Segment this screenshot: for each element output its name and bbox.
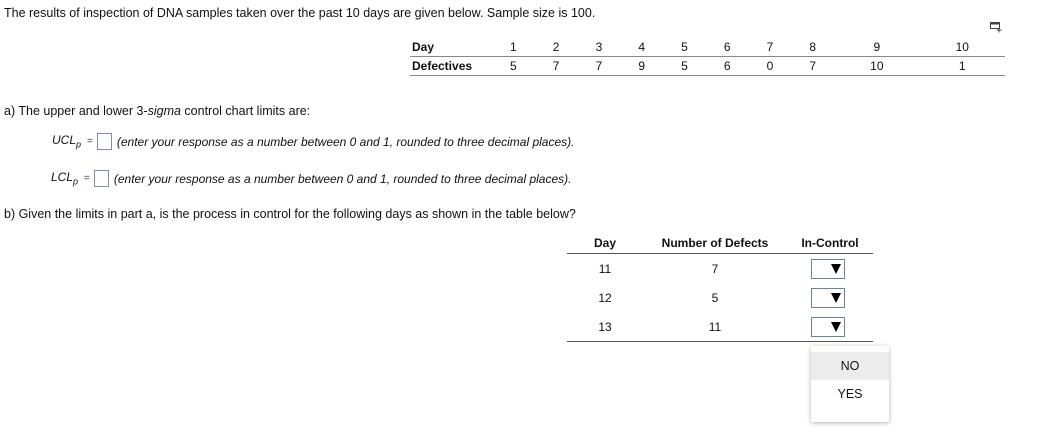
defectives-cell: 7 bbox=[578, 57, 621, 76]
defectives-row bbox=[410, 57, 1005, 76]
day-cell: 3 bbox=[578, 38, 621, 57]
in-control-select[interactable] bbox=[811, 317, 845, 337]
day-cell: 2 bbox=[535, 38, 578, 57]
in-control-select[interactable] bbox=[811, 259, 845, 279]
part-a-question-sigma: sigma bbox=[147, 104, 181, 118]
day-cell: 9 bbox=[834, 38, 919, 57]
defectives-table bbox=[410, 38, 1005, 76]
part-b-question: b) Given the limits in part a, is the process in control for the following days as shown in the table below? bbox=[4, 207, 576, 221]
lcl-label: $LCL_p$ bbox=[51, 170, 79, 187]
day-column-header: Day bbox=[567, 233, 643, 254]
lcl-hint: (enter your response as a number between 0 and 1, rounded to three decimal places). bbox=[113, 171, 572, 186]
defectives-cell: 7 bbox=[535, 57, 578, 76]
day-cell: 1 bbox=[492, 38, 535, 57]
day-cell: 10 bbox=[920, 38, 1005, 57]
ucl-hint: (enter your response as a number between 0 and 1, rounded to three decimal places). bbox=[116, 134, 575, 149]
day-header: Day bbox=[410, 38, 492, 57]
lcl-row bbox=[51, 170, 571, 187]
part-a-question bbox=[4, 104, 310, 118]
table-row bbox=[567, 283, 873, 312]
ucl-label: $UCL_p$ bbox=[52, 133, 82, 150]
lcl-input[interactable] bbox=[94, 170, 109, 187]
part-a-question-pre: a) The upper and lower 3- bbox=[4, 104, 148, 118]
ucl-equals: = bbox=[87, 136, 93, 147]
defectives-cell: 5 bbox=[663, 57, 706, 76]
day-cell: 6 bbox=[706, 38, 749, 57]
table-row bbox=[567, 254, 873, 284]
part-a-question-post: control chart limits are: bbox=[180, 104, 311, 118]
day-cell: 8 bbox=[791, 38, 834, 57]
dropdown-arrow-icon bbox=[831, 322, 841, 332]
control-table-header bbox=[567, 233, 873, 254]
defectives-cell: 0 bbox=[749, 57, 792, 76]
in-control-column-header: In-Control bbox=[787, 233, 873, 254]
table-row bbox=[567, 312, 873, 342]
defectives-header: Defectives bbox=[410, 57, 492, 76]
defectives-cell: 10 bbox=[834, 57, 919, 76]
day-cell: 7 bbox=[749, 38, 792, 57]
day-value: 12 bbox=[598, 290, 612, 305]
day-cell: 4 bbox=[620, 38, 663, 57]
day-value: 11 bbox=[598, 261, 612, 276]
day-row bbox=[410, 38, 1005, 57]
day-cell: 5 bbox=[663, 38, 706, 57]
day-value: 13 bbox=[567, 312, 643, 342]
defects-value: 11 bbox=[643, 312, 787, 342]
intro-text: The results of inspection of DNA samples taken over the past 10 days are given below. Sample size is 100. bbox=[4, 6, 596, 20]
copy-icon[interactable] bbox=[990, 22, 1002, 33]
control-table bbox=[567, 233, 873, 342]
in-control-dropdown-menu bbox=[811, 346, 889, 422]
dropdown-option-no[interactable]: NO bbox=[811, 352, 889, 380]
in-control-select[interactable] bbox=[811, 288, 845, 308]
defects-column-header: Number of Defects bbox=[643, 233, 787, 254]
ucl-input[interactable] bbox=[97, 133, 112, 150]
defects-value: 7 bbox=[711, 261, 719, 276]
dropdown-arrow-icon bbox=[831, 264, 841, 274]
defectives-cell: 7 bbox=[791, 57, 834, 76]
defectives-cell: 9 bbox=[620, 57, 663, 76]
ucl-row bbox=[52, 133, 574, 150]
dropdown-arrow-icon bbox=[831, 293, 841, 303]
defectives-cell: 1 bbox=[920, 57, 1005, 76]
defectives-cell: 6 bbox=[706, 57, 749, 76]
dropdown-option-yes[interactable]: YES bbox=[837, 387, 863, 401]
defectives-cell: 5 bbox=[492, 57, 535, 76]
lcl-equals: = bbox=[84, 173, 90, 184]
defects-value: 5 bbox=[711, 290, 719, 305]
